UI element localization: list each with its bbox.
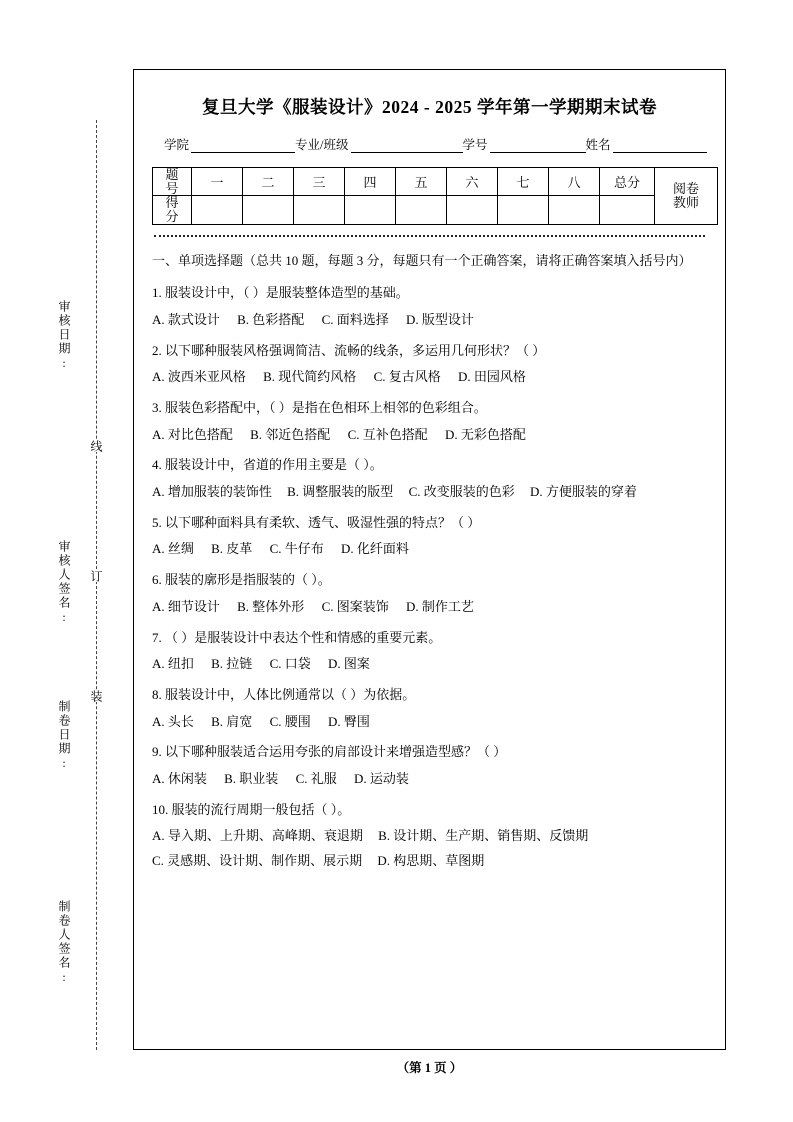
option-5-c[interactable]: C. 牛仔布 xyxy=(269,541,324,557)
question-stem-2: 2. 以下哪种服装风格强调简洁、流畅的线条，多运用几何形状？（ ） xyxy=(152,342,546,358)
question-stem-5: 5. 以下哪种面料具有柔软、透气、吸湿性强的特点？（ ） xyxy=(152,514,481,530)
option-8-a[interactable]: A. 头长 xyxy=(152,713,194,729)
question-options-8 xyxy=(152,710,707,735)
option-10-c[interactable]: C. 灵感期、设计期、制作期、展示期 xyxy=(152,853,363,868)
score-head-line1: 题 xyxy=(165,167,179,182)
score-cell-total[interactable] xyxy=(600,196,655,224)
major-class-input[interactable] xyxy=(351,138,463,153)
option-10-d[interactable]: D. 构思期、草图期 xyxy=(377,853,485,868)
score-cell-7[interactable] xyxy=(498,196,549,224)
question-stem-4: 4. 服装设计中，省道的作用主要是（ ）。 xyxy=(152,457,383,473)
major-class-field xyxy=(295,135,462,153)
score-table xyxy=(152,167,718,225)
question-options-2 xyxy=(152,365,707,390)
score-cell-6[interactable] xyxy=(447,196,498,224)
score-col-8: 八 xyxy=(549,168,600,196)
score-col-5: 五 xyxy=(396,168,447,196)
question-options-10 xyxy=(152,824,707,873)
option-2-c[interactable]: C. 复古风格 xyxy=(373,369,441,385)
student-id-input[interactable] xyxy=(490,138,586,153)
score-cell-1[interactable] xyxy=(192,196,243,224)
option-8-c[interactable]: C. 腰围 xyxy=(269,713,311,729)
question-options-9 xyxy=(152,767,707,792)
option-9-b[interactable]: B. 职业装 xyxy=(224,770,279,786)
option-5-a[interactable]: A. 丝绸 xyxy=(152,541,194,557)
fold-char-seal: 装 xyxy=(89,690,103,702)
option-10-a[interactable]: A. 导入期、上升期、高峰期、衰退期 xyxy=(152,828,363,844)
fold-char-bind: 订 xyxy=(89,570,103,582)
section-heading: 一、单项选择题（总共 10 题，每题 3 分，每题只有一个正确答案，请将正确答案填入括号内） xyxy=(152,252,692,268)
name-field xyxy=(586,135,707,153)
question-stem-7: 7. （ ）是服装设计中表达个性和情感的重要元素。 xyxy=(152,629,442,645)
exam-content xyxy=(152,249,707,874)
score-col-4: 四 xyxy=(345,168,396,196)
margin-note-paper-signature: 制卷人签名: xyxy=(57,900,71,986)
option-2-d[interactable]: D. 田园风格 xyxy=(457,369,526,385)
score-col-total: 总分 xyxy=(600,168,655,196)
page-title: 复旦大学《服装设计》2024 - 2025 学年第一学期期末试卷 xyxy=(202,97,657,117)
option-3-c[interactable]: C. 互补色搭配 xyxy=(347,426,428,442)
option-2-a[interactable]: A. 波西米亚风格 xyxy=(152,369,246,385)
option-6-c[interactable]: C. 图案装饰 xyxy=(321,598,389,614)
option-9-d[interactable]: D. 运动装 xyxy=(353,770,409,786)
question-options-4 xyxy=(152,480,707,505)
score-cell-8[interactable] xyxy=(549,196,600,224)
student-id-field xyxy=(463,135,586,153)
option-1-d[interactable]: D. 版型设计 xyxy=(405,311,474,327)
college-field xyxy=(164,135,295,153)
question-options-3 xyxy=(152,423,707,448)
name-label: 姓名 xyxy=(585,138,611,152)
option-1-a[interactable]: A. 款式设计 xyxy=(152,311,220,327)
fold-char-line: 线 xyxy=(89,440,103,452)
question-stem-6: 6. 服装的廓形是指服装的（ ）。 xyxy=(152,572,331,588)
major-class-label: 专业/班级 xyxy=(295,138,349,152)
college-label: 学院 xyxy=(164,138,190,152)
option-10-b[interactable]: B. 设计期、生产期、销售期、反馈期 xyxy=(378,828,589,844)
option-8-b[interactable]: B. 肩宽 xyxy=(211,713,253,729)
score-col-6: 六 xyxy=(447,168,498,196)
option-7-a[interactable]: A. 纽扣 xyxy=(152,656,194,672)
score-col-3: 三 xyxy=(294,168,345,196)
teacher-line2: 教师 xyxy=(672,194,699,210)
option-5-d[interactable]: D. 化纤面料 xyxy=(340,541,409,557)
margin-note-review-date: 审核日期: xyxy=(57,300,71,372)
score-cell-2[interactable] xyxy=(243,196,294,224)
option-3-a[interactable]: A. 对比色搭配 xyxy=(152,426,233,442)
score-col-2: 二 xyxy=(243,168,294,196)
question-stem-8: 8. 服装设计中，人体比例通常以（ ）为依据。 xyxy=(152,686,416,702)
option-3-b[interactable]: B. 邻近色搭配 xyxy=(250,426,331,442)
question-options-1 xyxy=(152,308,707,333)
left-margin-notes xyxy=(0,0,130,1122)
option-2-b[interactable]: B. 现代简约风格 xyxy=(263,369,357,385)
student-id-label: 学号 xyxy=(462,138,488,152)
option-4-d[interactable]: D. 方便服装的穿着 xyxy=(529,484,637,500)
option-6-d[interactable]: D. 制作工艺 xyxy=(405,598,474,614)
score-head2-line2: 分 xyxy=(165,208,179,224)
score-cell-5[interactable] xyxy=(396,196,447,224)
option-7-c[interactable]: C. 口袋 xyxy=(269,656,311,672)
name-input[interactable] xyxy=(613,138,707,153)
question-options-7 xyxy=(152,652,707,677)
score-cell-4[interactable] xyxy=(345,196,396,224)
option-4-b[interactable]: B. 调整服装的版型 xyxy=(287,484,394,500)
question-options-6 xyxy=(152,595,707,620)
score-col-1: 一 xyxy=(192,168,243,196)
score-head2-line1: 得 xyxy=(165,195,179,211)
option-1-b[interactable]: B. 色彩搭配 xyxy=(237,311,305,327)
score-col-7: 七 xyxy=(498,168,549,196)
binding-dashed-line xyxy=(96,120,98,1050)
question-stem-9: 9. 以下哪种服装适合运用夸张的肩部设计来增强造型感？（ ） xyxy=(152,744,507,760)
question-options-5 xyxy=(152,537,707,562)
option-6-b[interactable]: B. 整体外形 xyxy=(237,598,305,614)
college-input[interactable] xyxy=(191,138,295,153)
margin-note-paper-date: 制卷日期: xyxy=(57,700,71,772)
score-col-teacher xyxy=(655,168,718,225)
option-8-d[interactable]: D. 臀围 xyxy=(327,713,370,729)
table-row-scores xyxy=(153,196,718,224)
option-6-a[interactable]: A. 细节设计 xyxy=(152,598,220,614)
question-stem-1: 1. 服装设计中，（ ）是服装整体造型的基础。 xyxy=(152,285,409,301)
student-info-row xyxy=(164,135,695,153)
score-table-head-score xyxy=(153,196,192,224)
score-table-head-question xyxy=(153,168,192,196)
exam-paper-frame xyxy=(133,69,726,1050)
option-5-b[interactable]: B. 皮革 xyxy=(211,541,253,557)
option-1-c[interactable]: C. 面料选择 xyxy=(321,311,389,327)
score-head-line2: 号 xyxy=(165,180,179,196)
table-row-question-numbers xyxy=(153,168,718,196)
option-3-d[interactable]: D. 无彩色搭配 xyxy=(444,426,526,442)
dotted-separator xyxy=(154,235,705,237)
option-9-c[interactable]: C. 礼服 xyxy=(295,770,337,786)
option-4-a[interactable]: A. 增加服装的装饰性 xyxy=(152,484,272,500)
teacher-line1: 阅卷 xyxy=(672,181,699,197)
option-9-a[interactable]: A. 休闲装 xyxy=(152,770,207,786)
option-7-d[interactable]: D. 图案 xyxy=(327,656,370,672)
option-7-b[interactable]: B. 拉链 xyxy=(211,656,253,672)
score-cell-3[interactable] xyxy=(294,196,345,224)
question-stem-3: 3. 服装色彩搭配中，（ ）是指在色相环上相邻的色彩组合。 xyxy=(152,400,487,415)
page-footer: （第 1 页 ） xyxy=(396,1061,463,1075)
question-stem-10: 10. 服装的流行周期一般包括（ ）。 xyxy=(152,801,351,817)
margin-note-reviewer-signature: 审核人签名: xyxy=(57,540,71,626)
option-4-c[interactable]: C. 改变服装的色彩 xyxy=(408,484,515,500)
